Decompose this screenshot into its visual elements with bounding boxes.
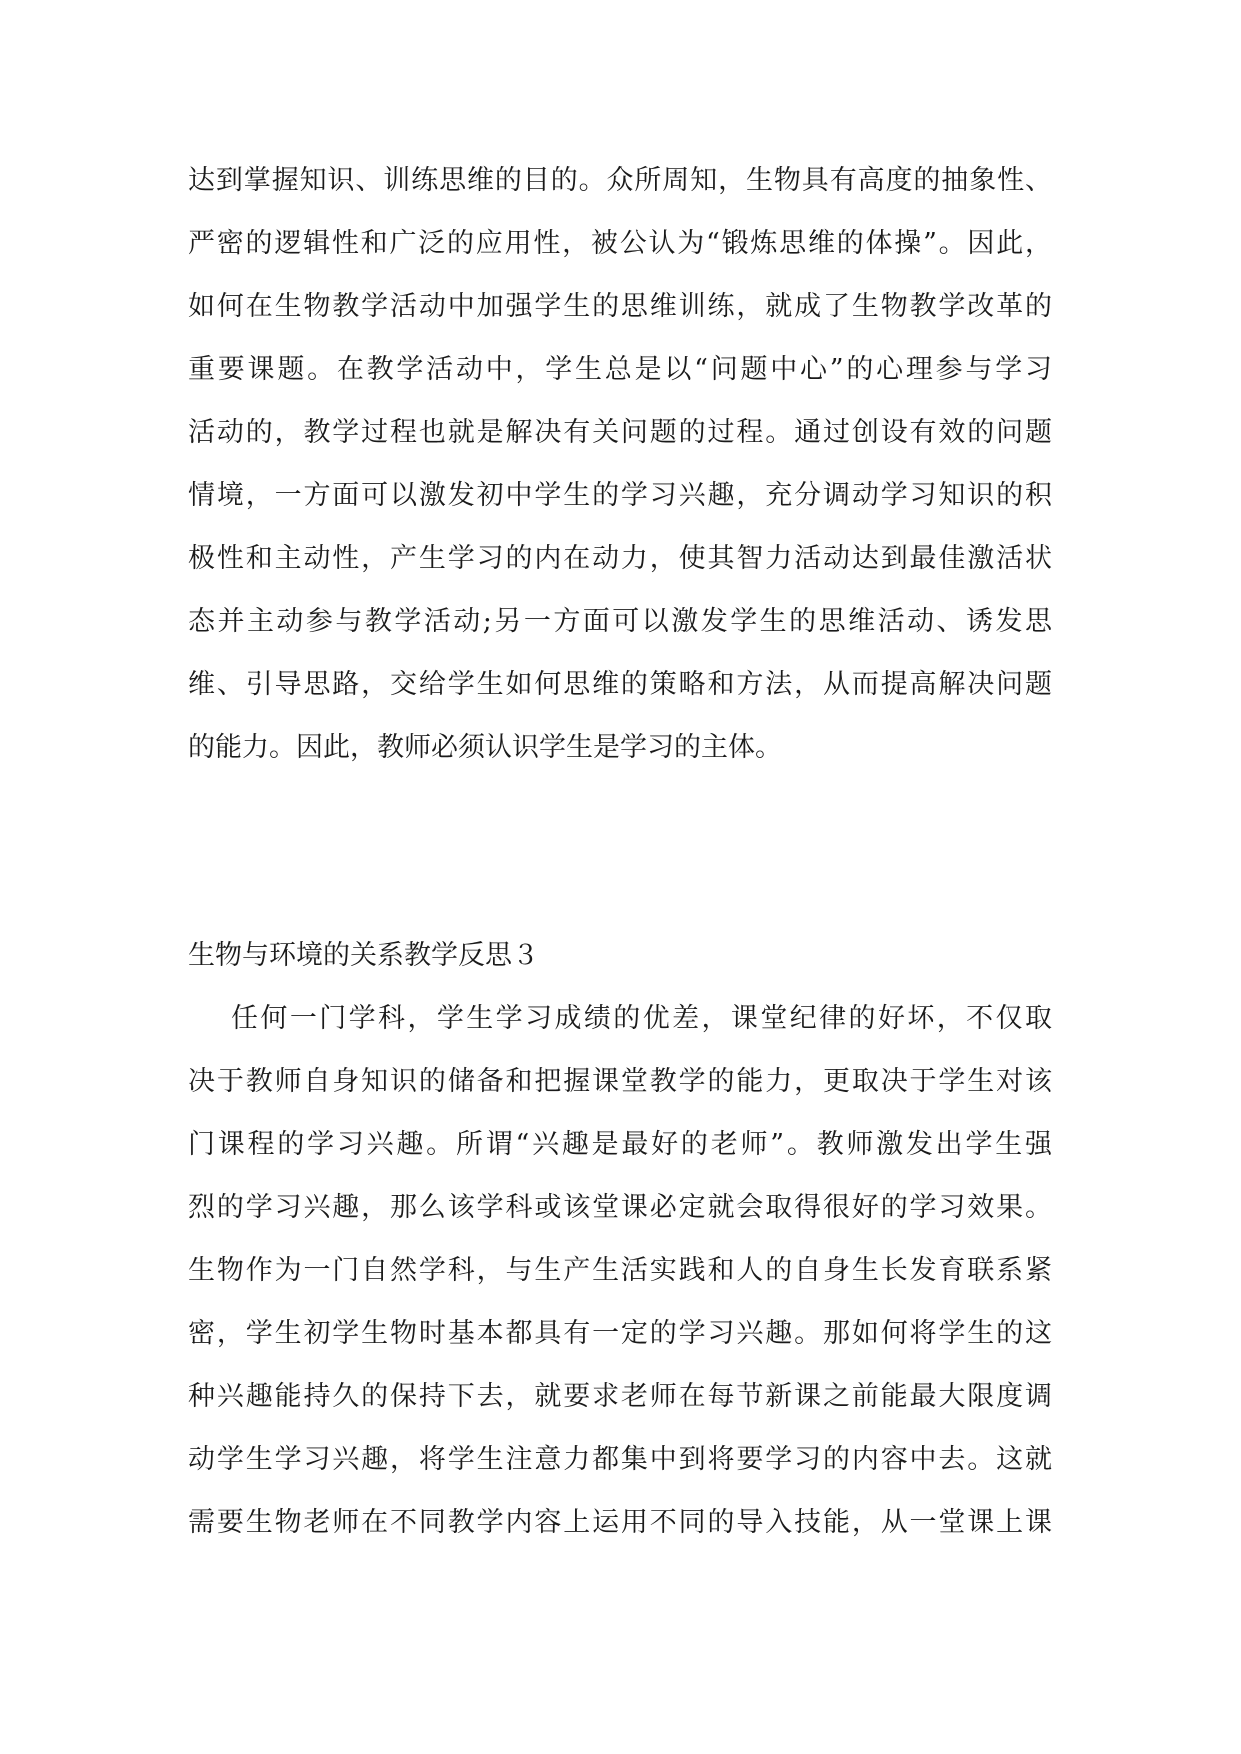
paragraph-1-line: 的能力。因此，教师必须认识学生是学习的主体。 [188, 732, 782, 763]
paragraph-2-line: 生物作为一门自然学科，与生产生活实践和人的自身生长发育联系紧 [188, 1255, 1052, 1286]
paragraph-1-line: 极性和主动性，产生学习的内在动力，使其智力活动达到最佳激活状 [188, 543, 1052, 574]
paragraph-2-line: 任何一门学科，学生学习成绩的优差，课堂纪律的好坏，不仅取 [231, 1003, 1052, 1034]
paragraph-2-line: 动学生学习兴趣，将学生注意力都集中到将要学习的内容中去。这就 [188, 1444, 1052, 1475]
paragraph-1-line: 态并主动参与教学活动;另一方面可以激发学生的思维活动、诱发思 [188, 606, 1052, 637]
paragraph-1-line: 情境，一方面可以激发初中学生的学习兴趣，充分调动学习知识的积 [188, 480, 1052, 511]
paragraph-1-line: 重要课题。在教学活动中，学生总是以“问题中心”的心理参与学习 [188, 354, 1052, 385]
paragraph-1-line: 维、引导思路，交给学生如何思维的策略和方法，从而提高解决问题 [188, 669, 1052, 700]
paragraph-2-line: 烈的学习兴趣，那么该学科或该堂课必定就会取得很好的学习效果。 [188, 1192, 1052, 1223]
paragraph-1-line: 如何在生物教学活动中加强学生的思维训练，就成了生物教学改革的 [188, 291, 1052, 322]
paragraph-1-line: 严密的逻辑性和广泛的应用性，被公认为“锻炼思维的体操”。因此， [188, 228, 1052, 259]
section-title: 生物与环境的关系教学反思３ [188, 940, 539, 971]
paragraph-1-line: 活动的，教学过程也就是解决有关问题的过程。通过创设有效的问题 [188, 417, 1052, 448]
paragraph-1-line: 达到掌握知识、训练思维的目的。众所周知，生物具有高度的抽象性、 [188, 165, 1052, 196]
paragraph-2-line: 种兴趣能持久的保持下去，就要求老师在每节新课之前能最大限度调 [188, 1381, 1052, 1412]
paragraph-2-line: 门课程的学习兴趣。所谓“兴趣是最好的老师”。教师激发出学生强 [188, 1129, 1052, 1160]
paragraph-2-line: 需要生物老师在不同教学内容上运用不同的导入技能，从一堂课上课 [188, 1507, 1052, 1538]
paragraph-2-line: 决于教师自身知识的储备和把握课堂教学的能力，更取决于学生对该 [188, 1066, 1052, 1097]
paragraph-2-line: 密，学生初学生物时基本都具有一定的学习兴趣。那如何将学生的这 [188, 1318, 1052, 1349]
